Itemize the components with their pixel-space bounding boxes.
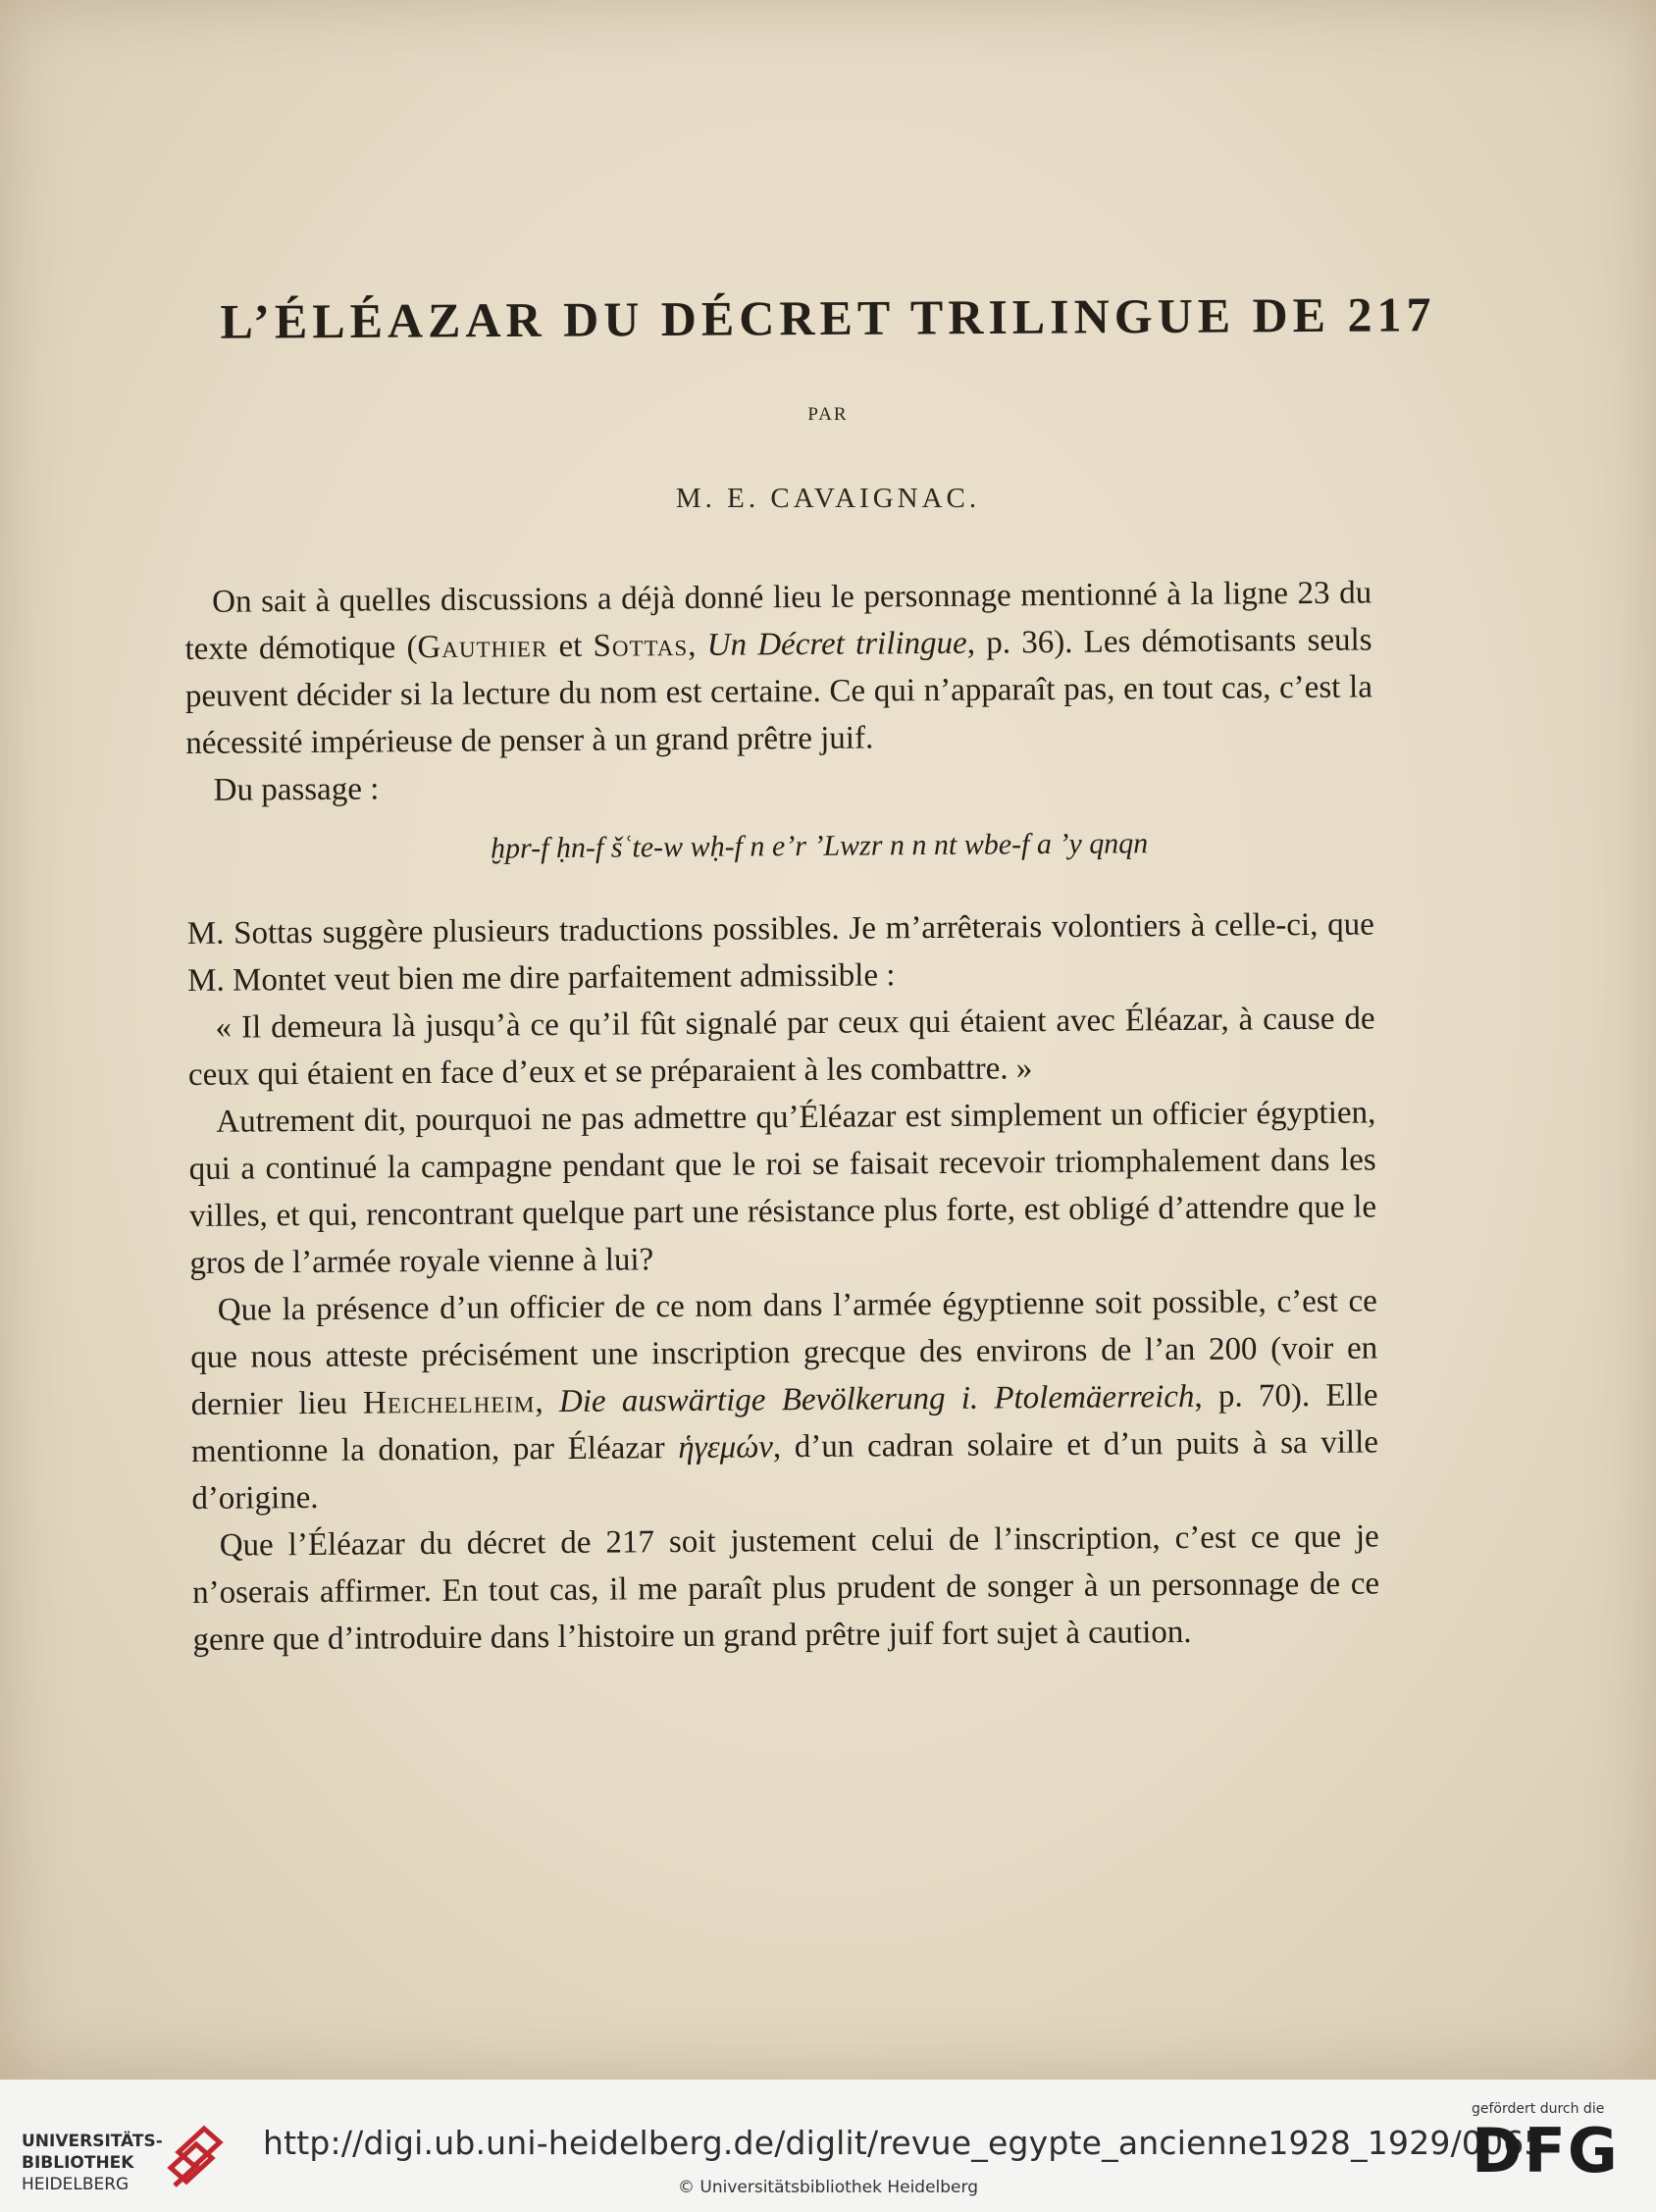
paragraph-6-text-a: Que la présence d’un officier de ce nom dans l’armée égyptienne soit possible, c’est ce que nous atteste précisément une inscription grecque des environs de l’an 200 (voir en dernier lieu	[190, 1283, 1378, 1422]
article-body	[184, 569, 1380, 1663]
citation-author-heichelheim: Heichelheim	[362, 1384, 536, 1421]
paragraph-1-text-a: On sait à quelles discussions a déjà donné lieu le personnage mentionné à la ligne 23 du texte démotique (	[184, 575, 1372, 667]
paragraph-6-text-b: ,	[535, 1384, 560, 1420]
paragraph-6-text-d: , d’un cadran solaire et d’un puits à sa ville d’origine.	[191, 1424, 1379, 1517]
article-title: L’ÉLÉAZAR DU DÉCRET TRILINGUE DE 217	[220, 286, 1436, 349]
citation-author-gauthier: Gauthier	[417, 629, 548, 666]
copyright-notice: © Universitätsbibliothek Heidelberg	[677, 2178, 978, 2197]
paragraph-1-text-b: et	[547, 628, 594, 665]
citation-title-bevolkerung: Die auswärtige Bevölkerung i. Ptolemäerreich	[558, 1378, 1195, 1420]
paragraph-7: Que l’Éléazar du décret de 217 soit justement celui de l’inscription, c’est ce que je n’oserais affirmer. En tout cas, il me paraît plus prudent de songer à un personnage de ce genre que d’introduire dans l’histoire un grand prêtre juif fort sujet à caution.	[191, 1518, 1380, 1658]
greek-word: ἡγεμών	[678, 1429, 774, 1466]
library-name-line-2: BIBLIOTHEK	[22, 2153, 134, 2173]
paragraph-6-text-c: , p. 70). Elle mentionne la donation, par Éléazar	[190, 1377, 1378, 1469]
dfg-wordmark: DFG	[1472, 2115, 1620, 2186]
demotic-transliteration: ḫpr-f ḥn-f šʿte-w wḥ-f n e’r ’Lwzr n n nt wbe-f a ’y qnqn	[490, 827, 1149, 865]
author-name: M. E. CAVAIGNAC.	[675, 483, 981, 514]
dfg-logo[interactable]	[1472, 2101, 1638, 2199]
paragraph-2: Du passage :	[213, 771, 380, 808]
paragraph-3: M. Sottas suggère plusieurs traductions possibles. Je m’arrêterais volontiers à celle-ci, que M. Montet veut bien me dire parfaitement admissible :	[186, 906, 1374, 999]
paragraph-1-text-c: ,	[688, 627, 707, 663]
viewer-footer	[0, 2080, 1656, 2212]
library-name-line-3: HEIDELBERG	[22, 2175, 129, 2194]
citation-title-decret: Un Décret trilingue	[706, 625, 967, 663]
citation-author-sottas: Sottas	[593, 627, 689, 664]
paragraph-5: Autrement dit, pourquoi ne pas admettre qu’Éléazar est simplement un officier égyptien, qui a continué la campagne pendant que le roi se faisait recevoir triomphalement dans les villes, et qui, rencontrant quelque part une résistance plus forte, est obligé d’attendre que le gros de l’armée royale vienne à lui?	[188, 1095, 1377, 1281]
paragraph-6	[190, 1277, 1379, 1521]
byline-par: PAR	[807, 404, 849, 425]
paragraph-4-quote: « Il demeura là jusqu’à ce qu’il fût signalé par ceux qui étaient avec Éléazar, à cause de ceux qui étaient en face d’eux et se préparaient à les combattre. »	[187, 1001, 1375, 1093]
dfg-funding-text: gefördert durch die	[1472, 2101, 1605, 2117]
permalink-url[interactable]: http://digi.ub.uni-heidelberg.de/diglit/revue_egypte_ancienne1928_1929/0065	[263, 2124, 1545, 2162]
library-name-line-1: UNIVERSITÄTS-	[22, 2132, 163, 2151]
paragraph-1	[184, 569, 1372, 766]
paragraph-1-text-d: , p. 36). Les démotisants seuls peuvent décider si la lecture du nom est certaine. Ce qui n’apparaît pas, en tout cas, c’est la nécessité impérieuse de penser à un grand prêtre juif.	[184, 622, 1373, 761]
